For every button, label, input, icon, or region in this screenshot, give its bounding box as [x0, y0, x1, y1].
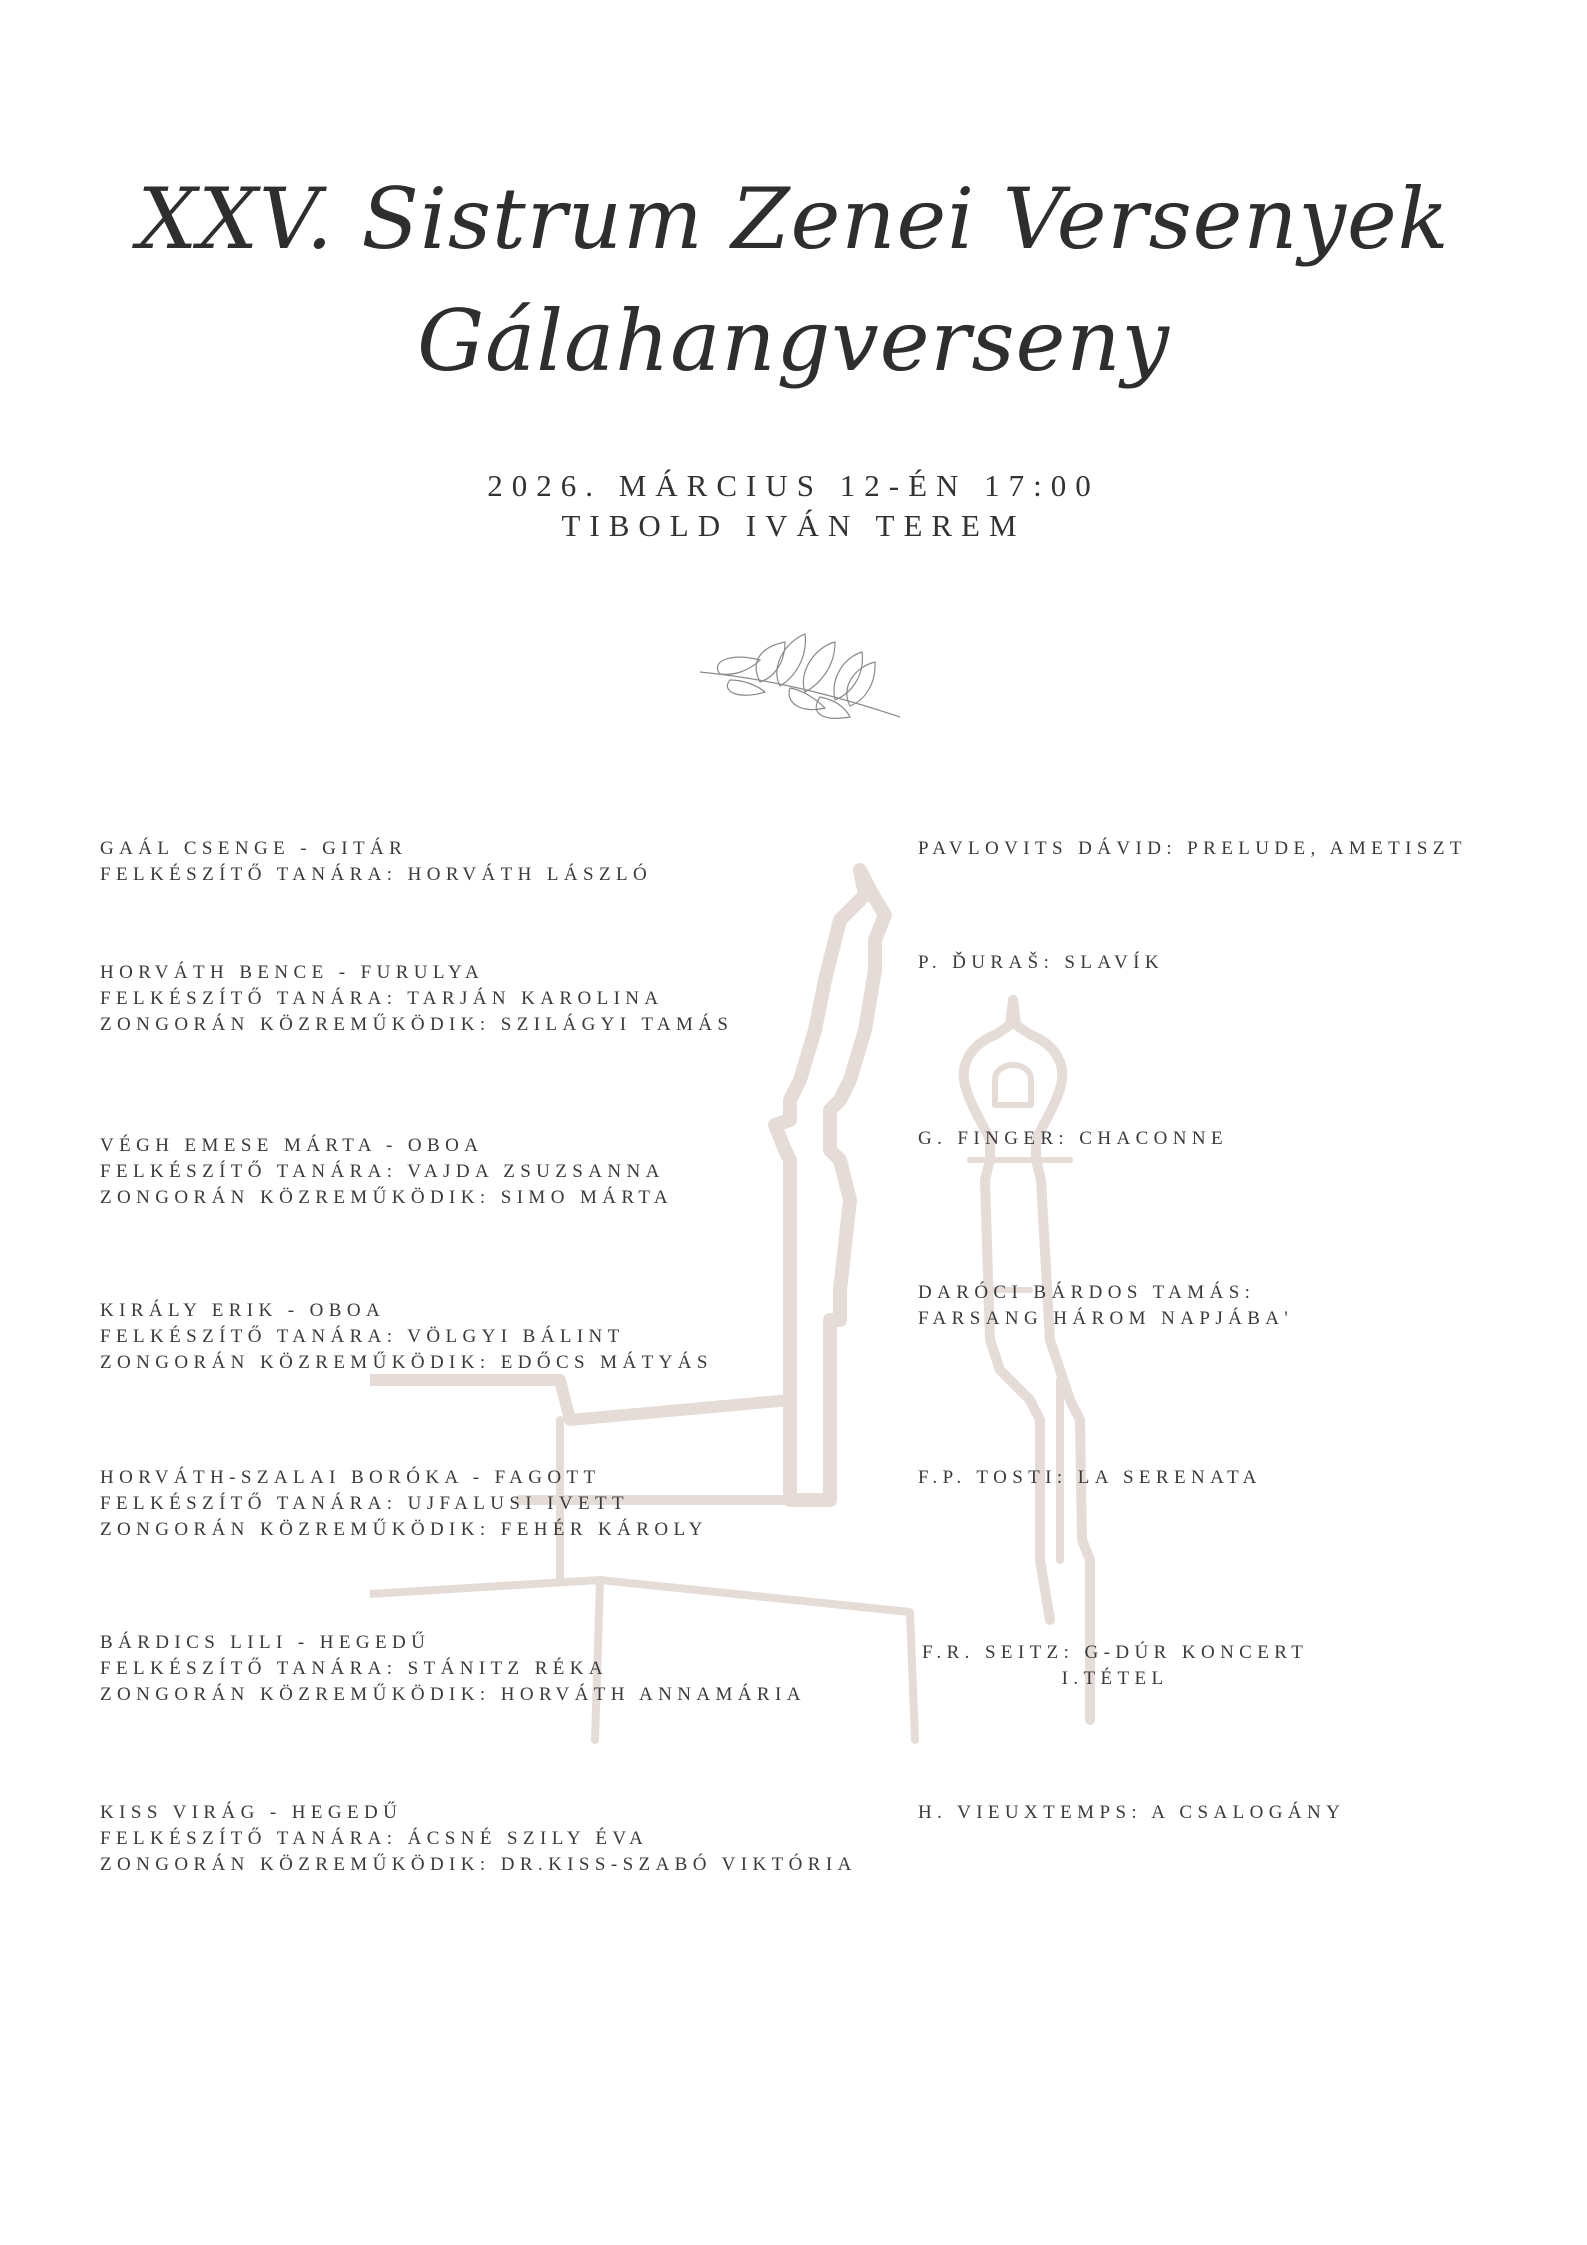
- accompanist-name: ZONGORÁN KÖZREMŰKÖDIK: EDŐCS MÁTYÁS: [100, 1352, 713, 1373]
- program-entry-3-piece: [918, 1126, 1228, 1152]
- piece-title-line1: DARÓCI BÁRDOS TAMÁS:: [918, 1282, 1256, 1303]
- accompanist-name: ZONGORÁN KÖZREMŰKÖDIK: DR.KISS-SZABÓ VIKTÓRIA: [100, 1854, 857, 1875]
- accompanist-name: ZONGORÁN KÖZREMŰKÖDIK: SIMO MÁRTA: [100, 1187, 673, 1208]
- program-entry-6-performer: [100, 1630, 806, 1708]
- piece-title: F.P. TOSTI: LA SERENATA: [918, 1467, 1262, 1488]
- program-entry-5-piece: [918, 1465, 1262, 1491]
- piece-title: H. VIEUXTEMPS: A CSALOGÁNY: [918, 1802, 1346, 1823]
- program-entry-2-piece: [918, 950, 1164, 976]
- program-entry-2-performer: [100, 960, 733, 1038]
- teacher-name: FELKÉSZÍTŐ TANÁRA: STÁNITZ RÉKA: [100, 1658, 609, 1679]
- program-entry-6-piece: [922, 1640, 1308, 1692]
- program-entry-1-piece: [918, 836, 1467, 862]
- performer-name: GAÁL CSENGE - GITÁR: [100, 838, 408, 859]
- program-entry-5-performer: [100, 1465, 708, 1543]
- accompanist-name: ZONGORÁN KÖZREMŰKÖDIK: FEHÉR KÁROLY: [100, 1519, 708, 1540]
- page-title-line2: Gálahangverseny: [417, 292, 1170, 390]
- teacher-name: FELKÉSZÍTŐ TANÁRA: VAJDA ZSUZSANNA: [100, 1161, 665, 1182]
- piece-title: P. ĎURAŠ: SLAVÍK: [918, 952, 1165, 973]
- performer-name: BÁRDICS LILI - HEGEDŰ: [100, 1632, 431, 1653]
- piece-title: PAVLOVITS DÁVID: PRELUDE, AMETISZT: [918, 838, 1467, 859]
- accompanist-name: ZONGORÁN KÖZREMŰKÖDIK: SZILÁGYI TAMÁS: [100, 1014, 734, 1035]
- performer-name: VÉGH EMESE MÁRTA - OBOA: [100, 1135, 484, 1156]
- teacher-name: FELKÉSZÍTŐ TANÁRA: HORVÁTH LÁSZLÓ: [100, 864, 653, 885]
- event-date-time: 2026. MÁRCIUS 12-ÉN 17:00: [487, 468, 1100, 503]
- teacher-name: FELKÉSZÍTŐ TANÁRA: TARJÁN KAROLINA: [100, 988, 664, 1009]
- program-entry-4-piece: [918, 1280, 1293, 1332]
- leaf-branch-icon: [690, 622, 910, 732]
- piece-title-line2: I.TÉTEL: [1061, 1668, 1169, 1689]
- page-title-line1: XXV. Sistrum Zenei Versenyek: [137, 170, 1450, 268]
- teacher-name: FELKÉSZÍTŐ TANÁRA: VÖLGYI BÁLINT: [100, 1326, 625, 1347]
- performer-name: KISS VIRÁG - HEGEDŰ: [100, 1802, 403, 1823]
- program-entry-7-performer: [100, 1800, 857, 1878]
- teacher-name: FELKÉSZÍTŐ TANÁRA: ÁCSNÉ SZILY ÉVA: [100, 1828, 649, 1849]
- accompanist-name: ZONGORÁN KÖZREMŰKÖDIK: HORVÁTH ANNAMÁRIA: [100, 1684, 806, 1705]
- teacher-name: FELKÉSZÍTŐ TANÁRA: UJFALUSI IVETT: [100, 1493, 630, 1514]
- piece-title-line1: F.R. SEITZ: G-DÚR KONCERT: [922, 1642, 1309, 1663]
- piece-title-line2: FARSANG HÁROM NAPJÁBA': [918, 1308, 1294, 1329]
- program-entry-7-piece: [918, 1800, 1345, 1826]
- event-venue: TIBOLD IVÁN TEREM: [561, 508, 1026, 543]
- performer-name: HORVÁTH BENCE - FURULYA: [100, 962, 485, 983]
- program-entry-4-performer: [100, 1298, 713, 1376]
- performer-name: HORVÁTH-SZALAI BORÓKA - FAGOTT: [100, 1467, 601, 1488]
- program-entry-3-performer: [100, 1133, 673, 1211]
- performer-name: KIRÁLY ERIK - OBOA: [100, 1300, 386, 1321]
- piece-title: G. FINGER: CHACONNE: [918, 1128, 1229, 1149]
- program-entry-1-performer: [100, 836, 652, 888]
